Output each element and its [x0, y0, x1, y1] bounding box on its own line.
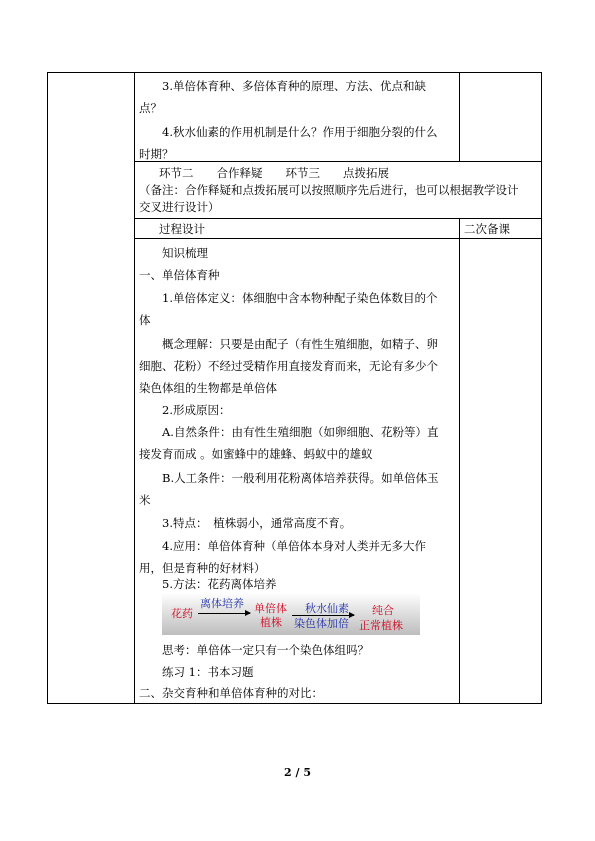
cause-title: 2.形成原因：	[162, 403, 231, 417]
flow-arrow-2	[292, 615, 354, 616]
flow-step-pure-bottom: 正常植株	[359, 619, 403, 632]
question-3-line-2: 点？	[139, 101, 162, 115]
artificial-line-2: 米	[139, 493, 151, 507]
note-line-2: 交叉进行设计）	[139, 200, 220, 214]
question-4-line-1: 4.秋水仙素的作用机制是什么？作用于细胞分裂的什么	[162, 125, 438, 139]
flow-arrow-2-bottom-label: 染色体加倍	[294, 617, 349, 630]
question-4-line-2: 时期？	[139, 147, 174, 161]
concept-line-2: 细胞、花粉）不经过受精作用直接发育而来，无论有多少个	[139, 359, 438, 373]
definition-line-1: 1.单倍体定义：体细胞中含本物种配子染色体数目的个	[162, 291, 438, 305]
method-line: 5.方法：花药离体培养	[162, 577, 277, 591]
process-design-header: 过程设计	[159, 222, 205, 236]
flow-step-haploid-top: 单倍体	[254, 602, 287, 615]
concept-line-1: 概念理解：只要是由配子（有性生殖细胞，如精子、卵	[162, 337, 438, 351]
note-line-1: （备注：合作释疑和点拨拓展可以按照顺序先后进行，也可以根据教学设计	[139, 183, 519, 197]
flow-step-anther: 花药	[171, 607, 193, 620]
flow-step-haploid-bottom: 植株	[260, 616, 282, 629]
natural-line-1: A.自然条件：由有性生殖细胞（如卵细胞、花粉等）直	[162, 425, 439, 439]
breeding-flow-diagram	[162, 593, 420, 635]
think-question: 思考：单倍体一定只有一个染色体组吗？	[162, 643, 369, 657]
concept-line-3: 染色体组的生物都是单倍体	[139, 381, 277, 395]
application-line-2: 用，但是育种的好材料）	[139, 561, 266, 575]
stage-line: 环节二 合作释疑 环节三 点拨拓展	[159, 166, 389, 180]
question-3-line-1: 3.单倍体育种、多倍体育种的原理、方法、优点和缺	[162, 79, 426, 93]
knowledge-title: 知识梳理	[162, 246, 208, 260]
practice-line: 练习 1：书本习题	[162, 665, 254, 679]
section-1-title: 一、单倍体育种	[139, 268, 220, 282]
flow-arrow-1-label: 离体培养	[200, 597, 244, 610]
definition-line-2: 体	[139, 313, 151, 327]
flow-arrow-2-top-label: 秋水仙素	[305, 602, 349, 615]
section-2-title: 二、杂交育种和单倍体育种的对比：	[139, 686, 323, 700]
page-number: 2 / 5	[284, 766, 311, 779]
second-prep-header: 二次备课	[464, 222, 510, 236]
artificial-line-1: B.人工条件：一般利用花粉离体培养获得。如单倍体玉	[162, 471, 439, 485]
flow-arrow-1	[198, 613, 250, 614]
feature-line: 3.特点： 植株弱小，通常高度不育。	[162, 516, 352, 530]
natural-line-2: 接发育而成 。如蜜蜂中的雄蜂、蚂蚁中的雄蚁	[139, 447, 373, 461]
flow-step-pure-top: 纯合	[372, 604, 394, 617]
application-line-1: 4.应用：单倍体育种（单倍体本身对人类并无多大作	[162, 539, 426, 553]
